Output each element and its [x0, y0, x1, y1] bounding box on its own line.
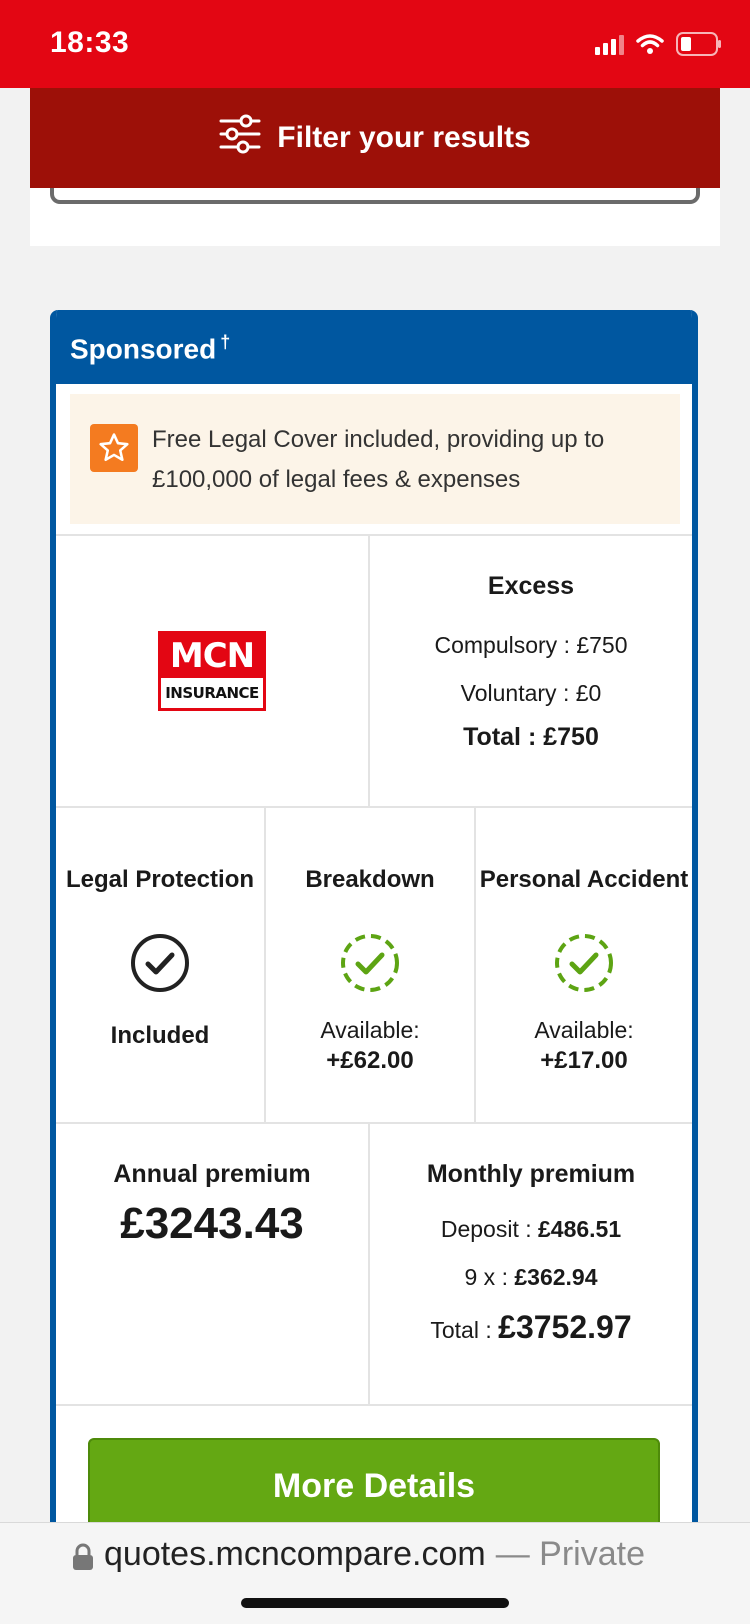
premium-row	[56, 1122, 692, 1404]
addon-price: +£17.00	[540, 1047, 628, 1074]
status-icons	[595, 32, 722, 56]
annual-premium-cell	[56, 1124, 370, 1404]
browser-address-bar[interactable]	[0, 1522, 750, 1624]
monthly-total-label: Total :	[430, 1317, 492, 1343]
excess-title: Excess	[487, 572, 575, 600]
monthly-total-value: £3752.97	[498, 1309, 632, 1345]
cta-row	[56, 1404, 692, 1538]
promo-banner	[70, 394, 680, 524]
signal-icon	[595, 33, 624, 55]
sponsored-mark: †	[220, 332, 231, 352]
private-label: — Private	[495, 1535, 645, 1573]
filter-area	[30, 88, 720, 246]
voluntary-excess	[370, 669, 692, 717]
insurer-row	[56, 534, 692, 806]
star-icon	[90, 424, 138, 472]
cover-title: Personal Accident	[479, 866, 689, 893]
card-header	[56, 310, 692, 384]
addon-price: +£62.00	[326, 1047, 414, 1074]
voluntary-label: Voluntary :	[460, 680, 570, 706]
status-bar	[0, 0, 750, 88]
deposit-line	[370, 1205, 692, 1253]
deposit-label: Deposit :	[440, 1216, 532, 1242]
excess-cell	[370, 536, 692, 806]
logo-mcn-text: MCN	[161, 634, 263, 678]
more-details-button[interactable]: More Details	[88, 1438, 660, 1538]
wifi-icon	[636, 33, 664, 55]
promo-text: Free Legal Cover included, providing up to £100,000 of legal fees & expenses	[152, 426, 605, 493]
instalments-line	[370, 1253, 692, 1301]
breakdown-cell[interactable]	[266, 808, 476, 1122]
mcn-insurance-logo	[158, 631, 266, 711]
battery-icon	[676, 32, 722, 56]
filter-label: Filter your results	[277, 121, 531, 154]
monthly-total-line	[370, 1309, 692, 1346]
lock-icon	[72, 1541, 94, 1569]
total-excess-label: Total :	[463, 723, 537, 751]
filter-results-button[interactable]	[30, 88, 720, 188]
total-excess	[370, 723, 692, 752]
insurer-logo-cell	[56, 536, 370, 806]
instalments-label: 9 x :	[464, 1264, 508, 1290]
compulsory-label: Compulsory :	[434, 632, 570, 658]
deposit-value: £486.51	[538, 1216, 622, 1242]
compulsory-value: £750	[576, 632, 628, 658]
sponsored-label: Sponsored	[70, 333, 217, 365]
monthly-premium-cell	[370, 1124, 692, 1404]
dashed-check-icon	[553, 932, 615, 994]
check-circle-icon	[129, 932, 191, 994]
annual-premium-title: Annual premium	[113, 1160, 311, 1188]
availability-label: Available:	[320, 1017, 420, 1043]
sliders-icon	[219, 114, 261, 162]
monthly-premium-title: Monthly premium	[426, 1160, 636, 1188]
home-indicator[interactable]	[241, 1598, 509, 1608]
cover-status: Included	[110, 1022, 210, 1049]
legal-protection-cell	[56, 808, 266, 1122]
instalments-value: £362.94	[514, 1264, 598, 1290]
total-excess-value: £750	[543, 723, 599, 751]
voluntary-value: £0	[575, 680, 602, 706]
personal-accident-cell[interactable]	[476, 808, 692, 1122]
cover-title: Legal Protection	[65, 866, 255, 893]
compulsory-excess	[370, 621, 692, 669]
annual-premium-value: £3243.43	[120, 1199, 304, 1248]
cover-options-row	[56, 806, 692, 1122]
status-time: 18:33	[50, 26, 130, 59]
url-row[interactable]	[72, 1535, 645, 1574]
logo-insurance-text: INSURANCE	[165, 684, 259, 702]
cover-title: Breakdown	[305, 866, 435, 893]
sponsored-quote-card	[50, 310, 698, 1624]
availability-label: Available:	[534, 1017, 634, 1043]
url-text: quotes.mcncompare.com	[104, 1535, 486, 1573]
dashed-check-icon	[339, 932, 401, 994]
